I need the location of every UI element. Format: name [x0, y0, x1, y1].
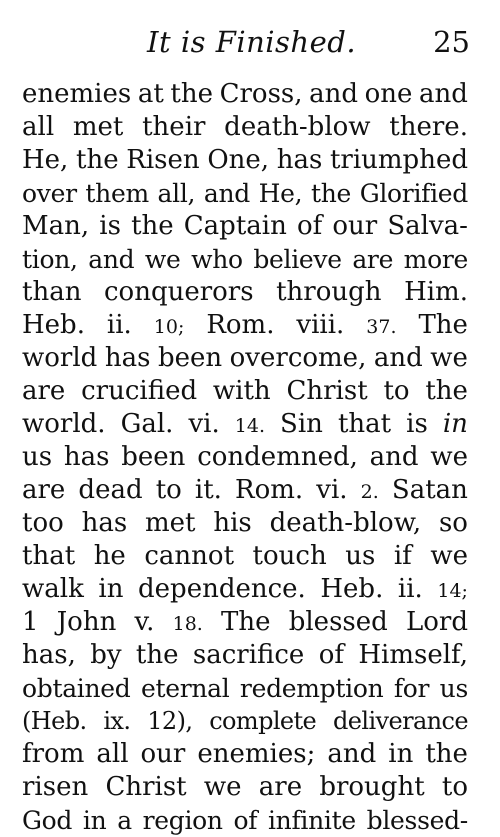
page-number: 25 — [433, 25, 470, 59]
word: we — [203, 772, 242, 802]
text-line — [22, 276, 468, 309]
word: condemned, — [197, 442, 358, 472]
word: the — [131, 211, 174, 241]
word: and — [419, 79, 468, 109]
word: Cross, — [219, 79, 303, 109]
text-line — [22, 441, 468, 474]
word: them — [85, 179, 149, 208]
word: and — [309, 79, 359, 109]
word: crucified — [81, 376, 198, 406]
word: Risen — [126, 145, 200, 175]
word: conquerors — [103, 277, 254, 307]
word: Satan — [391, 475, 468, 505]
word: than — [22, 277, 82, 307]
word: John — [56, 607, 117, 637]
emphasized-word: in — [442, 409, 468, 439]
word: obtained — [22, 674, 131, 703]
word: 12), — [147, 707, 193, 735]
word: has — [104, 343, 151, 373]
body-text — [22, 78, 468, 837]
word: who — [191, 245, 243, 274]
text-line — [22, 804, 468, 837]
word: are — [22, 376, 66, 406]
text-line — [22, 309, 468, 342]
word: Himself, — [358, 640, 468, 670]
word: a — [117, 806, 132, 835]
word: is — [406, 409, 428, 439]
text-line — [22, 474, 468, 507]
word: Captain — [183, 211, 287, 241]
running-title: It is Finished. — [147, 25, 357, 59]
word: enemies; — [197, 739, 316, 769]
word: been — [157, 343, 223, 373]
word: dependence. — [138, 574, 306, 604]
word: brought — [319, 772, 425, 802]
word: death-blow — [224, 112, 371, 142]
word: if — [393, 541, 412, 571]
word: and — [369, 442, 419, 472]
word: He, — [258, 179, 303, 208]
text-line — [22, 672, 468, 705]
running-header — [22, 22, 470, 62]
text-line — [22, 408, 468, 441]
word: us — [439, 674, 468, 703]
word: their — [142, 112, 206, 142]
word: with — [212, 376, 271, 406]
word: touch — [252, 541, 327, 571]
word: Him. — [404, 277, 468, 307]
word: world. — [22, 409, 106, 439]
word: met — [72, 112, 124, 142]
word: us — [345, 541, 376, 571]
text-line — [22, 540, 468, 573]
text-line — [22, 639, 468, 672]
word: Christ — [286, 376, 368, 406]
word: deliverance — [333, 707, 468, 735]
word: vi. — [188, 409, 220, 439]
word: cannot — [144, 541, 235, 571]
word: he — [93, 541, 126, 571]
word: his — [213, 508, 252, 538]
text-line — [22, 177, 468, 210]
word: 14; — [437, 580, 468, 602]
text-line — [22, 144, 468, 177]
word: ii. — [397, 574, 423, 604]
word: eternal — [140, 674, 230, 703]
word: redemption — [239, 674, 384, 703]
word: complete — [209, 707, 317, 735]
word: One, — [207, 145, 270, 175]
word: all — [96, 739, 129, 769]
word: Heb. — [22, 310, 85, 340]
text-line — [22, 507, 468, 540]
word: Salva- — [387, 211, 468, 241]
word: are — [22, 475, 66, 505]
word: God — [22, 806, 73, 835]
word: has — [63, 442, 110, 472]
word: so — [438, 508, 468, 538]
word: from — [22, 739, 85, 769]
word: there. — [389, 112, 468, 142]
word: the — [135, 640, 179, 670]
word: the — [425, 376, 468, 406]
text-line — [22, 111, 468, 144]
word: triumphed — [329, 145, 468, 175]
word: Rom. — [206, 310, 275, 340]
word: sacrifice — [192, 640, 305, 670]
text-line — [22, 738, 468, 771]
word: the — [76, 145, 119, 175]
word: met — [145, 508, 196, 538]
word: Sin — [280, 409, 323, 439]
word: believe — [253, 245, 342, 274]
text-line — [22, 705, 468, 738]
word: at — [137, 79, 164, 109]
word: The — [221, 607, 271, 637]
word: tion, — [22, 245, 78, 274]
word: too — [22, 508, 64, 538]
word: has — [276, 145, 323, 175]
word: that — [337, 409, 392, 439]
word: all, — [157, 179, 196, 208]
word: our — [140, 739, 186, 769]
word: the — [425, 739, 468, 769]
word: we — [430, 442, 468, 472]
word: all — [22, 112, 55, 142]
word: and — [327, 739, 377, 769]
word: Christ — [105, 772, 187, 802]
word: walk — [22, 574, 84, 604]
word: it. — [194, 475, 222, 505]
text-line — [22, 606, 468, 639]
word: our — [332, 211, 378, 241]
word: 1 — [22, 607, 39, 637]
word: of — [296, 211, 323, 241]
word: to — [383, 376, 410, 406]
word: through — [276, 277, 382, 307]
word: The — [418, 310, 468, 340]
text-line — [22, 573, 468, 606]
word: we — [430, 541, 468, 571]
word: blessed — [288, 607, 388, 637]
word: (Heb. — [22, 707, 87, 735]
word: Gal. — [120, 409, 174, 439]
word: of — [318, 640, 344, 670]
word: for — [393, 674, 430, 703]
word: in — [388, 739, 414, 769]
word: ix. — [103, 707, 131, 735]
text-line — [22, 342, 468, 375]
word: enemies — [22, 79, 132, 109]
word: over — [22, 179, 77, 208]
word: the — [170, 79, 213, 109]
word: dead — [78, 475, 143, 505]
word: 14. — [234, 415, 266, 437]
word: the — [310, 179, 352, 208]
word: and — [373, 343, 423, 373]
word: of — [233, 806, 258, 835]
word: has, — [22, 640, 76, 670]
text-line — [22, 243, 468, 276]
word: are — [352, 245, 394, 274]
word: and — [203, 179, 250, 208]
word: to — [155, 475, 182, 505]
word: Lord — [405, 607, 468, 637]
word: is — [99, 211, 121, 241]
word: 18. — [172, 613, 203, 635]
word: region — [142, 806, 223, 835]
word: in — [82, 806, 107, 835]
word: by — [90, 640, 122, 670]
word: world — [22, 343, 98, 373]
word: overcome, — [229, 343, 367, 373]
word: we — [144, 245, 181, 274]
text-line — [22, 771, 468, 804]
word: viii. — [296, 310, 345, 340]
word: He, — [22, 145, 69, 175]
word: 2. — [360, 481, 379, 503]
word: death-blow, — [269, 508, 422, 538]
word: vi. — [316, 475, 348, 505]
word: are — [258, 772, 303, 802]
word: we — [430, 343, 468, 373]
word: Rom. — [235, 475, 304, 505]
word: has — [81, 508, 128, 538]
word: one — [364, 79, 413, 109]
word: Glorified — [359, 179, 468, 208]
word: 10; — [153, 316, 185, 338]
word: and — [88, 245, 135, 274]
word: ii. — [106, 310, 132, 340]
text-line — [22, 78, 468, 111]
word: v. — [134, 607, 155, 637]
word: infinite — [267, 806, 356, 835]
word: Heb. — [320, 574, 384, 604]
word: us — [22, 442, 53, 472]
text-line — [22, 210, 468, 243]
word: blessed- — [366, 806, 468, 835]
word: to — [441, 772, 468, 802]
word: risen — [22, 772, 89, 802]
word: 37. — [366, 316, 397, 338]
word: more — [403, 245, 468, 274]
word: been — [121, 442, 186, 472]
word: that — [22, 541, 76, 571]
text-line — [22, 375, 468, 408]
word: in — [98, 574, 124, 604]
word: Man, — [22, 211, 90, 241]
